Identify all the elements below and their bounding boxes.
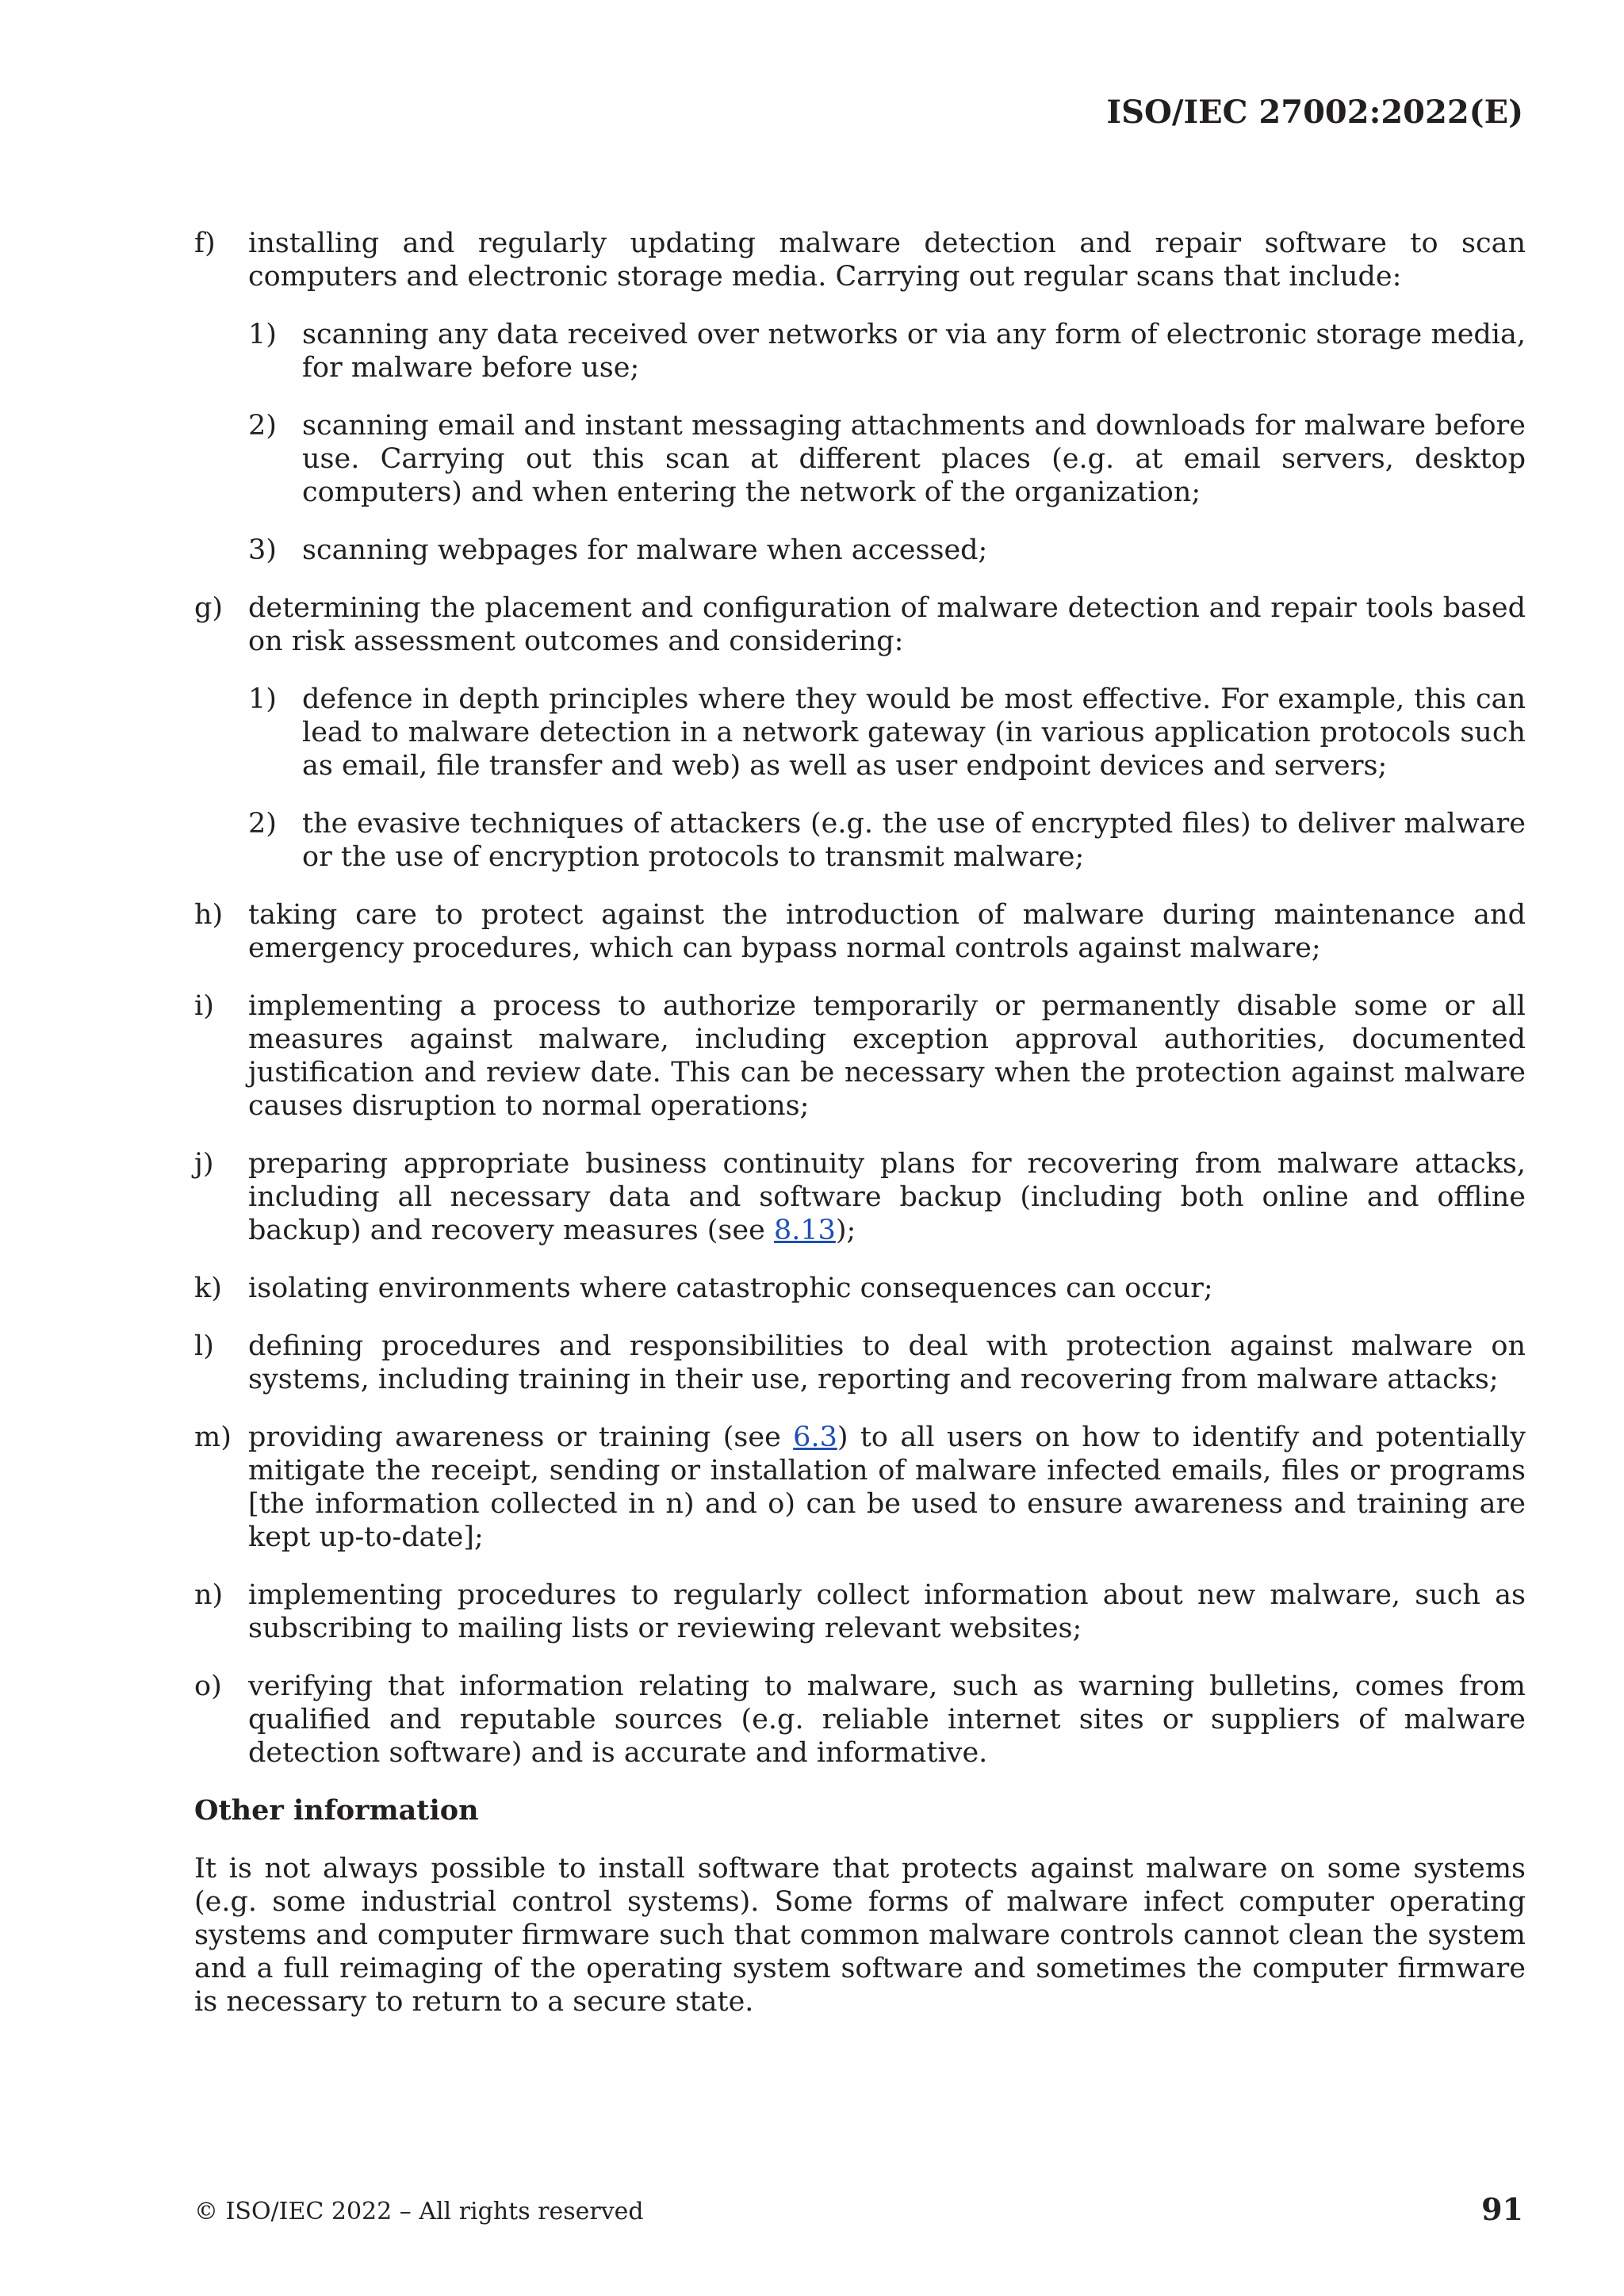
list-item-m (194, 1421, 1526, 1554)
sub-label: 2) (248, 808, 277, 840)
sub-label: 3) (248, 534, 277, 566)
sub-item-g1 (248, 683, 1526, 783)
list-text: determining the placement and configuration of malware detection and repair tools based on risk assessment outcomes and considering: (248, 592, 1526, 657)
list-text-part: providing awareness or training (see (248, 1422, 794, 1453)
list-text-part: preparing appropriate business continuity plans for recovering from malware attacks, including all necessary data and software backup (including both online and offline backup) and recovery measures (see (248, 1148, 1526, 1246)
list-label: l) (194, 1330, 214, 1362)
document-standard-id: ISO/IEC 27002:2022(E) (1106, 94, 1523, 131)
list-item-f (194, 227, 1526, 567)
list-label: i) (194, 990, 214, 1022)
section-heading-other-information: Other information (194, 1794, 479, 1827)
list-item-k (194, 1272, 1526, 1305)
list-item-g (194, 591, 1526, 874)
other-information-paragraph: It is not always possible to install software that protects against malware on some systems (e.g. some industrial control systems). Some forms of malware infect computer operating systems and computer firmware such that common malware controls cannot clean the system and a full reimaging of the operating system software and sometimes the computer firmware is necessary to return to a secure state. (194, 1853, 1526, 2018)
list-item-i (194, 989, 1526, 1123)
list-item-h (194, 898, 1526, 965)
sub-item-f2 (248, 409, 1526, 509)
sub-item-f3 (248, 534, 1526, 567)
list-text (248, 1421, 1526, 1554)
list-text: isolating environments where catastrophic consequences can occur; (248, 1272, 1213, 1304)
list-item-n (194, 1578, 1526, 1645)
list-label: f) (194, 228, 216, 259)
list-text-part: ) to all users on how to identify and potentially mitigate the receipt, sending or installation of malware infected emails, files or programs [the information collected in n) and o) can be used to ensure awareness and training are kept up-to-date]; (248, 1422, 1526, 1553)
sub-item-g2 (248, 807, 1526, 874)
list-text: taking care to protect against the introduction of malware during maintenance and emergency procedures, which can bypass normal controls against malware; (248, 899, 1526, 964)
sub-text: the evasive techniques of attackers (e.g. the use of encrypted files) to deliver malware or the use of encryption protocols to transmit malware; (302, 808, 1526, 873)
sub-item-f1 (248, 318, 1526, 385)
page-content (194, 227, 1526, 2019)
list-label: h) (194, 899, 224, 931)
sub-text: scanning webpages for malware when accessed; (302, 534, 988, 566)
list-label: g) (194, 592, 224, 624)
sub-text: scanning any data received over networks or via any form of electronic storage media, for malware before use; (302, 319, 1526, 384)
list-label: o) (194, 1670, 222, 1702)
sub-text: scanning email and instant messaging attachments and downloads for malware before use. Carrying out this scan at different places (e.g. at email servers, desktop computers) and when entering the network of the organization; (302, 410, 1526, 508)
sub-label: 1) (248, 683, 277, 715)
list-text: implementing a process to authorize temporarily or permanently disable some or all measures against malware, including exception approval authorities, documented justification and review date. This can be necessary when the protection against malware causes disruption to normal operations; (248, 990, 1526, 1122)
list-item-o (194, 1670, 1526, 1770)
list-label: n) (194, 1579, 224, 1611)
clause-link-8-13[interactable]: 8.13 (773, 1215, 836, 1246)
list-text-part: ); (835, 1215, 856, 1246)
list-label: k) (194, 1272, 222, 1304)
list-text: installing and regularly updating malware detection and repair software to scan computers and electronic storage media. Carrying out regular scans that include: (248, 228, 1526, 293)
sub-text: defence in depth principles where they would be most effective. For example, this can lead to malware detection in a network gateway (in various application protocols such as email, file transfer and web) as well as user endpoint devices and servers; (302, 683, 1526, 782)
list-text: verifying that information relating to malware, such as warning bulletins, comes from qualified and reputable sources (e.g. reliable internet sites or suppliers of malware detection software) and is accurate and informative. (248, 1670, 1526, 1769)
footer-copyright: © ISO/IEC 2022 – All rights reserved (194, 2198, 644, 2225)
list-text (248, 1147, 1526, 1247)
page-number: 91 (1481, 2191, 1523, 2227)
list-label: m) (194, 1422, 232, 1453)
list-label: j) (194, 1148, 214, 1180)
list-text: defining procedures and responsibilities to deal with protection against malware on systems, including training in their use, reporting and recovering from malware attacks; (248, 1330, 1526, 1395)
sub-label: 2) (248, 410, 277, 442)
sub-label: 1) (248, 319, 277, 350)
list-text: implementing procedures to regularly collect information about new malware, such as subscribing to mailing lists or reviewing relevant websites; (248, 1579, 1526, 1644)
list-item-j (194, 1147, 1526, 1247)
clause-link-6-3[interactable]: 6.3 (793, 1422, 837, 1453)
list-item-l (194, 1330, 1526, 1396)
